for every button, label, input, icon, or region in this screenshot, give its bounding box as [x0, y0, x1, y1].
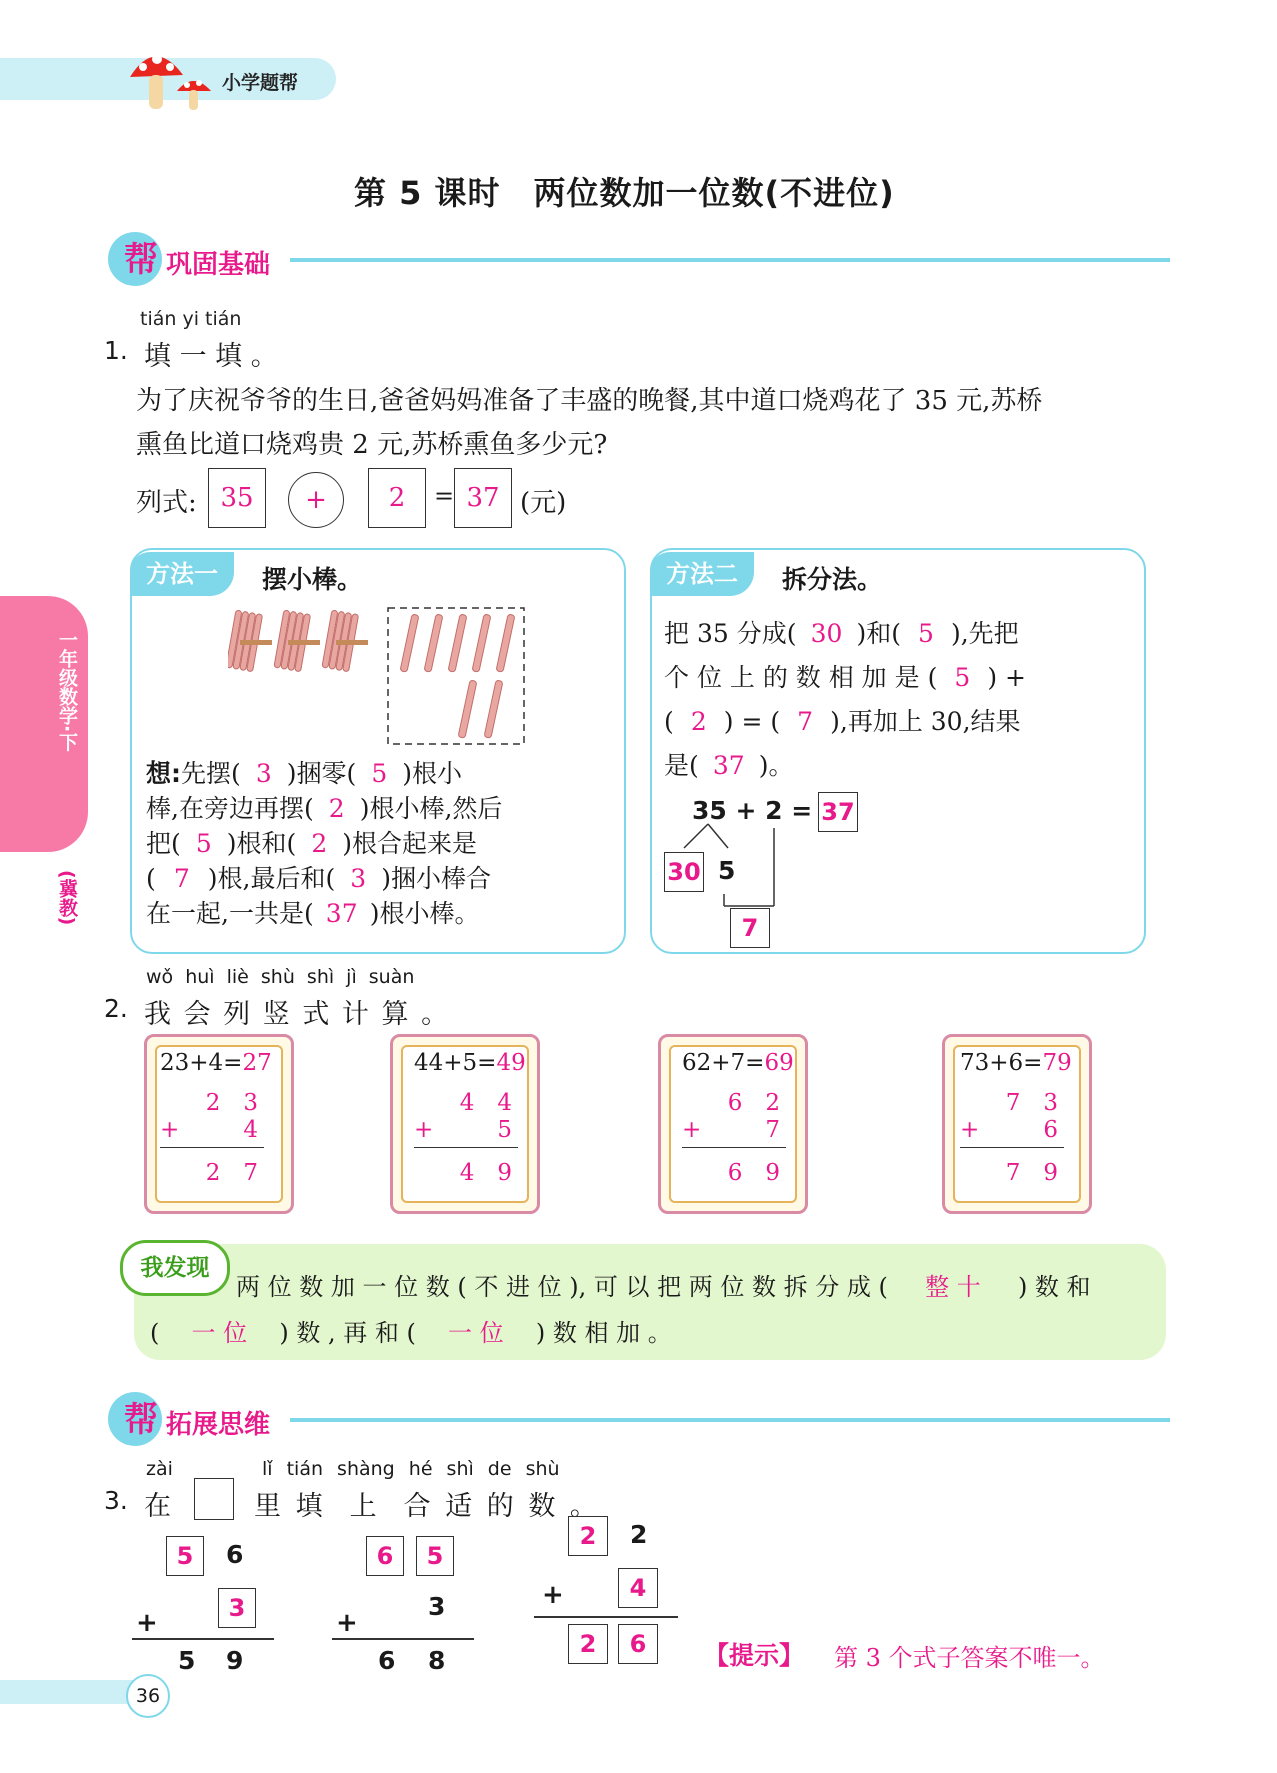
p3-box-add[interactable]: 4 [618, 1568, 658, 1608]
p3-box-sum-ones[interactable]: 6 [618, 1624, 658, 1664]
q1-text-line1: 为了庆祝爷爷的生日,爸爸妈妈准备了丰盛的晚餐,其中道口烧鸡花了 35 元,苏桥 [136, 386, 1043, 416]
q3-pinyin-b: lǐ tián shàng hé shì de shù [262, 1458, 560, 1480]
p2-rule [332, 1638, 474, 1640]
p2-box-tens[interactable]: 6 [366, 1536, 404, 1576]
p2-sum-ones: 8 [428, 1646, 446, 1675]
formula-operator-circle[interactable]: + [288, 472, 344, 528]
q3-text-a: 在 [144, 1491, 171, 1522]
section2-title: 拓展思维 [166, 1410, 271, 1440]
calc-4: 73+6=79 7 3 + 6 7 9 [960, 1050, 1072, 1186]
section2-divider [290, 1418, 1170, 1422]
section2-icon-text: 帮 [124, 1400, 158, 1440]
hint-label: 【提示】 [704, 1641, 805, 1670]
formula-box-b[interactable]: 2 [368, 468, 426, 528]
split-equation-result-box[interactable]: 37 [818, 792, 858, 832]
discovery-text-line2: ( 一 位 ) 数 , 再 和 ( 一 位 ) 数 相 加 。 [150, 1319, 672, 1347]
side-tab-grade: 一年级数学·下 [56, 630, 78, 752]
p3-plus: + [542, 1580, 564, 1610]
q2-pinyin: wǒ huì liè shù shì jì suàn [146, 966, 415, 988]
formula-label: 列式: [136, 488, 197, 518]
method1-tag: 方法一 [130, 552, 234, 596]
p2-add: 3 [428, 1592, 446, 1621]
discovery-text: 两 位 数 加 一 位 数 ( 不 进 位 ), 可 以 把 两 位 数 拆 分 成 ( 整 十 ) 数 和 [236, 1273, 1091, 1301]
q1-title: 填 一 填 。 [144, 341, 278, 372]
p3-box-sum-tens[interactable]: 2 [568, 1624, 608, 1664]
split-ones: 5 [718, 856, 736, 885]
method2-title: 拆分法。 [782, 565, 883, 594]
hint-text: 第 3 个式子答案不唯一。 [834, 1644, 1105, 1672]
section-icon-text: 帮 [124, 240, 158, 280]
p1-sum-tens: 5 [178, 1646, 196, 1675]
p1-plus: + [136, 1608, 158, 1638]
p3-ones: 2 [630, 1520, 648, 1549]
p1-rule [132, 1638, 274, 1640]
side-tab-edition: (冀教) [56, 870, 78, 926]
calc-2: 44+5=49 4 4 + 5 4 9 [414, 1050, 526, 1186]
calc-1: 23+4=27 2 3 + 4 2 7 [160, 1050, 272, 1186]
section-title: 巩固基础 [166, 250, 271, 280]
method1-title: 摆小棒。 [262, 565, 363, 594]
q2-title: 我 会 列 竖 式 计 算 。 [144, 999, 449, 1030]
formula-box-a[interactable]: 35 [208, 468, 266, 528]
q1-number: 1. [104, 336, 128, 365]
q2-number: 2. [104, 994, 128, 1023]
p2-plus: + [336, 1608, 358, 1638]
sum-ones-box[interactable]: 7 [730, 908, 770, 948]
split-equation: 35 + 2 = [692, 796, 813, 825]
p1-ones: 6 [226, 1540, 244, 1569]
section-divider [290, 258, 1170, 262]
p1-box-add[interactable]: 3 [218, 1588, 256, 1628]
method2-text: 把 35 分成( 30 )和( 5 ),先把 个 位 上 的 数 相 加 是 ( 5 ) + ( 2 ) = ( 7 ),再加上 30,结果 是( 37 )。 [664, 619, 1026, 780]
p2-box-ones[interactable]: 5 [416, 1536, 454, 1576]
brand-name: 小学题帮 [222, 72, 299, 94]
p2-sum-tens: 6 [378, 1646, 396, 1675]
q1-text-line2: 熏鱼比道口烧鸡贵 2 元,苏桥熏鱼多少元? [136, 430, 608, 460]
split-tens-box[interactable]: 30 [664, 852, 704, 892]
p1-sum-ones: 9 [226, 1646, 244, 1675]
q3-text-b: 里 填 上 合 适 的 数 。 [254, 1491, 597, 1522]
q1-pinyin: tián yi tián [140, 308, 242, 330]
q3-number: 3. [104, 1486, 128, 1515]
page-title: 第 5 课时 两位数加一位数(不进位) [354, 174, 895, 212]
p3-box-tens[interactable]: 2 [568, 1516, 608, 1556]
page-number: 36 [126, 1674, 170, 1718]
p1-box-tens[interactable]: 5 [166, 1536, 204, 1576]
q3-blank-box-icon [194, 1478, 234, 1520]
formula-equals: = [434, 482, 455, 510]
stick-bundles-illustration [228, 606, 538, 746]
method1-think-text: 想:先摆( 3 )捆零( 5 )根小 棒,在旁边再摆( 2 )根小棒,然后 把( 5 )根和( 2 )根合起来是 ( 7 )根,最后和( 3 )捆小棒合 在一起,一共是( 37 )根小棒。 [146, 759, 503, 928]
formula-box-result[interactable]: 37 [454, 468, 512, 528]
q3-pinyin-a: zài [146, 1458, 173, 1480]
formula-unit: (元) [520, 488, 567, 518]
calc-3: 62+7=69 6 2 + 7 6 9 [682, 1050, 794, 1186]
discovery-badge: 我发现 [120, 1240, 230, 1296]
mushroom-logo-icon [125, 45, 215, 115]
p3-rule [534, 1616, 678, 1618]
method2-tag: 方法二 [650, 552, 754, 596]
